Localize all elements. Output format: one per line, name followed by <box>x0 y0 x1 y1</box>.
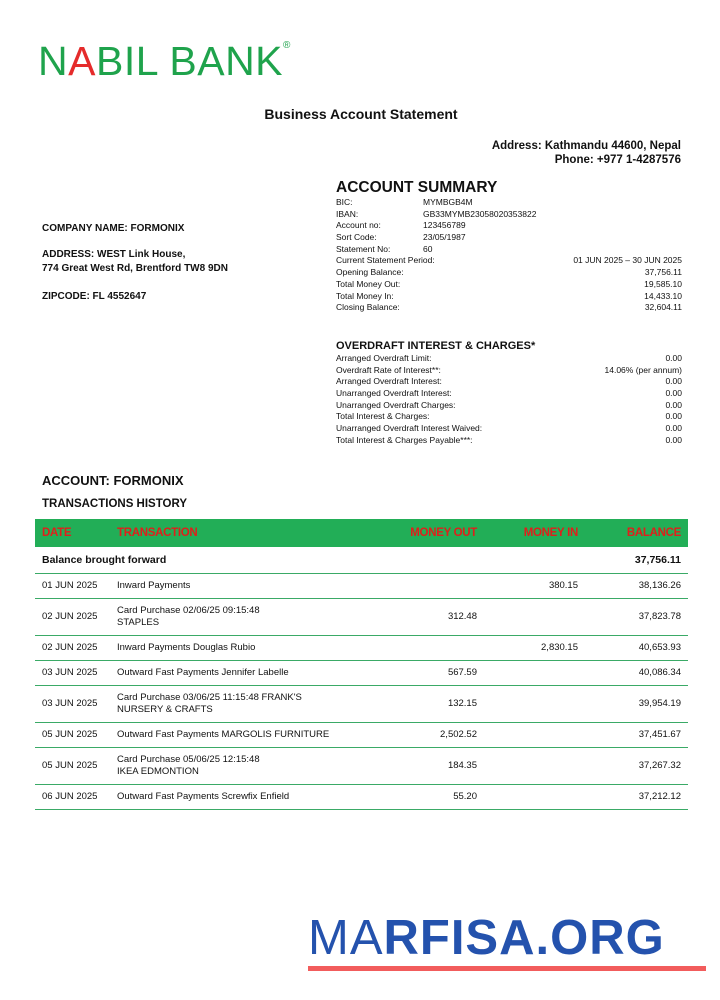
overdraft-amount: 0.00 <box>665 434 682 445</box>
overdraft-amount: 0.00 <box>665 411 682 422</box>
table-row <box>35 635 688 660</box>
transaction-line-2: STAPLES <box>117 616 160 628</box>
summary-label: BIC: <box>336 197 353 207</box>
transaction-line-1: Card Purchase 03/06/25 11:15:48 FRANK'S <box>117 691 302 703</box>
overdraft-row <box>336 376 682 388</box>
watermark-underline <box>308 966 706 971</box>
col-transaction: TRANSACTION <box>117 519 397 547</box>
summary-label: Total Money In: <box>336 290 394 301</box>
table-row <box>35 722 688 747</box>
summary-amount: 14,433.10 <box>644 290 682 301</box>
balance-forward-row <box>35 547 688 573</box>
row-date: 05 JUN 2025 <box>35 722 117 747</box>
overdraft-label: Arranged Overdraft Limit: <box>336 353 432 363</box>
overdraft-amount: 0.00 <box>665 376 682 387</box>
summary-row <box>336 267 682 279</box>
row-transaction <box>117 660 397 685</box>
transaction-line-1: Card Purchase 05/06/25 12:15:48 <box>117 753 260 765</box>
bank-phone: Phone: +977 1-4287576 <box>554 154 681 166</box>
statement-title: Business Account Statement <box>264 106 458 122</box>
summary-label: Opening Balance: <box>336 267 404 278</box>
transaction-line-1: Inward Payments Douglas Rubio <box>117 641 256 653</box>
transaction-line-1: Inward Payments <box>117 579 191 591</box>
company-zipcode: ZIPCODE: FL 4552647 <box>42 291 147 302</box>
overdraft-amount: 14.06% (per annum) <box>604 364 682 375</box>
row-date: 06 JUN 2025 <box>35 784 117 809</box>
balance-forward-value: 37,756.11 <box>578 547 688 573</box>
transaction-line-2: NURSERY & CRAFTS <box>117 703 213 715</box>
overdraft-row <box>336 435 682 447</box>
marfisa-watermark: MARFISA.ORG <box>308 911 665 965</box>
overdraft-amount: 0.00 <box>665 388 682 399</box>
row-money-out: 184.35 <box>397 747 477 784</box>
summary-value <box>423 302 682 314</box>
table-row <box>35 660 688 685</box>
row-transaction <box>117 598 397 635</box>
transaction-line-2: IKEA EDMONTION <box>117 765 199 777</box>
row-transaction <box>117 722 397 747</box>
overdraft-amount: 0.00 <box>665 423 682 434</box>
row-money-out <box>397 635 477 660</box>
summary-amount: 01 JUN 2025 – 30 JUN 2025 <box>573 255 682 266</box>
table-row <box>35 685 688 722</box>
overdraft-row <box>336 365 682 377</box>
summary-row <box>336 209 682 221</box>
row-money-in <box>477 722 578 747</box>
col-money-out: MONEY OUT <box>397 519 477 547</box>
nabil-bank-logo: NABIL BANK® <box>38 38 291 84</box>
table-row <box>35 747 688 784</box>
overdraft-label: Unarranged Overdraft Interest: <box>336 388 452 399</box>
row-money-out <box>397 573 477 598</box>
overdraft-row <box>336 353 682 365</box>
row-money-out: 567.59 <box>397 660 477 685</box>
overdraft-label: Total Interest & Charges: <box>336 411 430 422</box>
summary-value <box>423 291 682 303</box>
row-balance: 40,653.93 <box>578 635 688 660</box>
summary-amount: 37,756.11 <box>644 267 682 278</box>
summary-amount: 19,585.10 <box>644 278 682 289</box>
transactions-table <box>35 519 688 810</box>
col-date: DATE <box>35 519 117 547</box>
summary-value: GB33MYMB23058020353822 <box>423 208 537 219</box>
row-date: 02 JUN 2025 <box>35 598 117 635</box>
row-date: 03 JUN 2025 <box>35 685 117 722</box>
row-balance: 38,136.26 <box>578 573 688 598</box>
row-money-out: 55.20 <box>397 784 477 809</box>
row-transaction <box>117 784 397 809</box>
row-transaction <box>117 573 397 598</box>
company-address-1: ADDRESS: WEST Link House, <box>42 249 186 260</box>
summary-label: IBAN: <box>336 208 359 219</box>
row-money-in <box>477 598 578 635</box>
row-money-out: 2,502.52 <box>397 722 477 747</box>
summary-value: 23/05/1987 <box>423 232 466 243</box>
summary-label: Sort Code: <box>336 232 377 243</box>
overdraft-label: Total Interest & Charges Payable***: <box>336 434 473 445</box>
row-money-in <box>477 747 578 784</box>
row-balance: 39,954.19 <box>578 685 688 722</box>
account-heading: ACCOUNT: FORMONIX <box>42 473 184 488</box>
summary-label: Total Money Out: <box>336 278 401 289</box>
summary-value: 60 <box>423 243 433 254</box>
summary-label: Closing Balance: <box>336 302 400 313</box>
summary-row <box>336 197 682 209</box>
summary-row <box>336 244 682 256</box>
transaction-line-1: Outward Fast Payments Screwfix Enfield <box>117 790 290 802</box>
transaction-line-1: Card Purchase 02/06/25 09:15:48 <box>117 604 260 616</box>
row-balance: 37,451.67 <box>578 722 688 747</box>
table-row <box>35 573 688 598</box>
account-summary-heading: ACCOUNT SUMMARY <box>336 179 498 196</box>
row-balance: 37,267.32 <box>578 747 688 784</box>
row-date: 03 JUN 2025 <box>35 660 117 685</box>
overdraft-label: Arranged Overdraft Interest: <box>336 376 442 387</box>
table-row <box>35 598 688 635</box>
summary-label: Account no: <box>336 220 381 231</box>
company-address-2: 774 Great West Rd, Brentford TW8 9DN <box>42 263 228 274</box>
row-transaction <box>117 685 397 722</box>
overdraft-row <box>336 411 682 423</box>
col-balance: BALANCE <box>578 519 688 547</box>
transactions-history-heading: TRANSACTIONS HISTORY <box>42 498 188 510</box>
overdraft-label: Unarranged Overdraft Interest Waived: <box>336 423 483 434</box>
account-summary-list <box>336 197 682 314</box>
overdraft-row <box>336 400 682 412</box>
row-money-out: 312.48 <box>397 598 477 635</box>
row-money-out: 132.15 <box>397 685 477 722</box>
row-transaction <box>117 747 397 784</box>
row-money-in: 2,830.15 <box>477 635 578 660</box>
summary-amount: 32,604.11 <box>644 302 682 313</box>
col-money-in: MONEY IN <box>477 519 578 547</box>
summary-label: Current Statement Period: <box>336 255 435 266</box>
balance-forward-label: Balance brought forward <box>35 547 578 573</box>
row-money-in: 380.15 <box>477 573 578 598</box>
summary-row <box>336 220 682 232</box>
row-money-in <box>477 685 578 722</box>
summary-value <box>423 267 682 279</box>
row-money-in <box>477 784 578 809</box>
summary-label: Statement No: <box>336 243 391 254</box>
bank-address: Address: Kathmandu 44600, Nepal <box>491 140 681 152</box>
summary-value: MYMBGB4M <box>423 197 473 207</box>
row-date: 02 JUN 2025 <box>35 635 117 660</box>
overdraft-heading: OVERDRAFT INTEREST & CHARGES* <box>336 340 536 352</box>
row-money-in <box>477 660 578 685</box>
row-balance: 40,086.34 <box>578 660 688 685</box>
row-date: 05 JUN 2025 <box>35 747 117 784</box>
summary-value <box>423 279 682 291</box>
overdraft-label: Unarranged Overdraft Charges: <box>336 399 456 410</box>
transaction-line-1: Outward Fast Payments Jennifer Labelle <box>117 666 289 678</box>
row-date: 01 JUN 2025 <box>35 573 117 598</box>
transaction-line-1: Outward Fast Payments MARGOLIS FURNITURE <box>117 728 330 740</box>
row-balance: 37,823.78 <box>578 598 688 635</box>
overdraft-row <box>336 423 682 435</box>
table-row <box>35 784 688 809</box>
summary-row <box>336 302 682 314</box>
overdraft-row <box>336 388 682 400</box>
overdraft-amount: 0.00 <box>665 353 682 363</box>
row-transaction <box>117 635 397 660</box>
summary-row <box>336 291 682 303</box>
summary-row <box>336 279 682 291</box>
summary-value: 123456789 <box>423 220 466 231</box>
row-balance: 37,212.12 <box>578 784 688 809</box>
overdraft-list <box>336 353 682 447</box>
summary-row <box>336 232 682 244</box>
company-name: COMPANY NAME: FORMONIX <box>42 223 185 234</box>
summary-row <box>336 255 682 267</box>
overdraft-amount: 0.00 <box>665 399 682 410</box>
overdraft-label: Overdraft Rate of Interest**: <box>336 364 441 375</box>
